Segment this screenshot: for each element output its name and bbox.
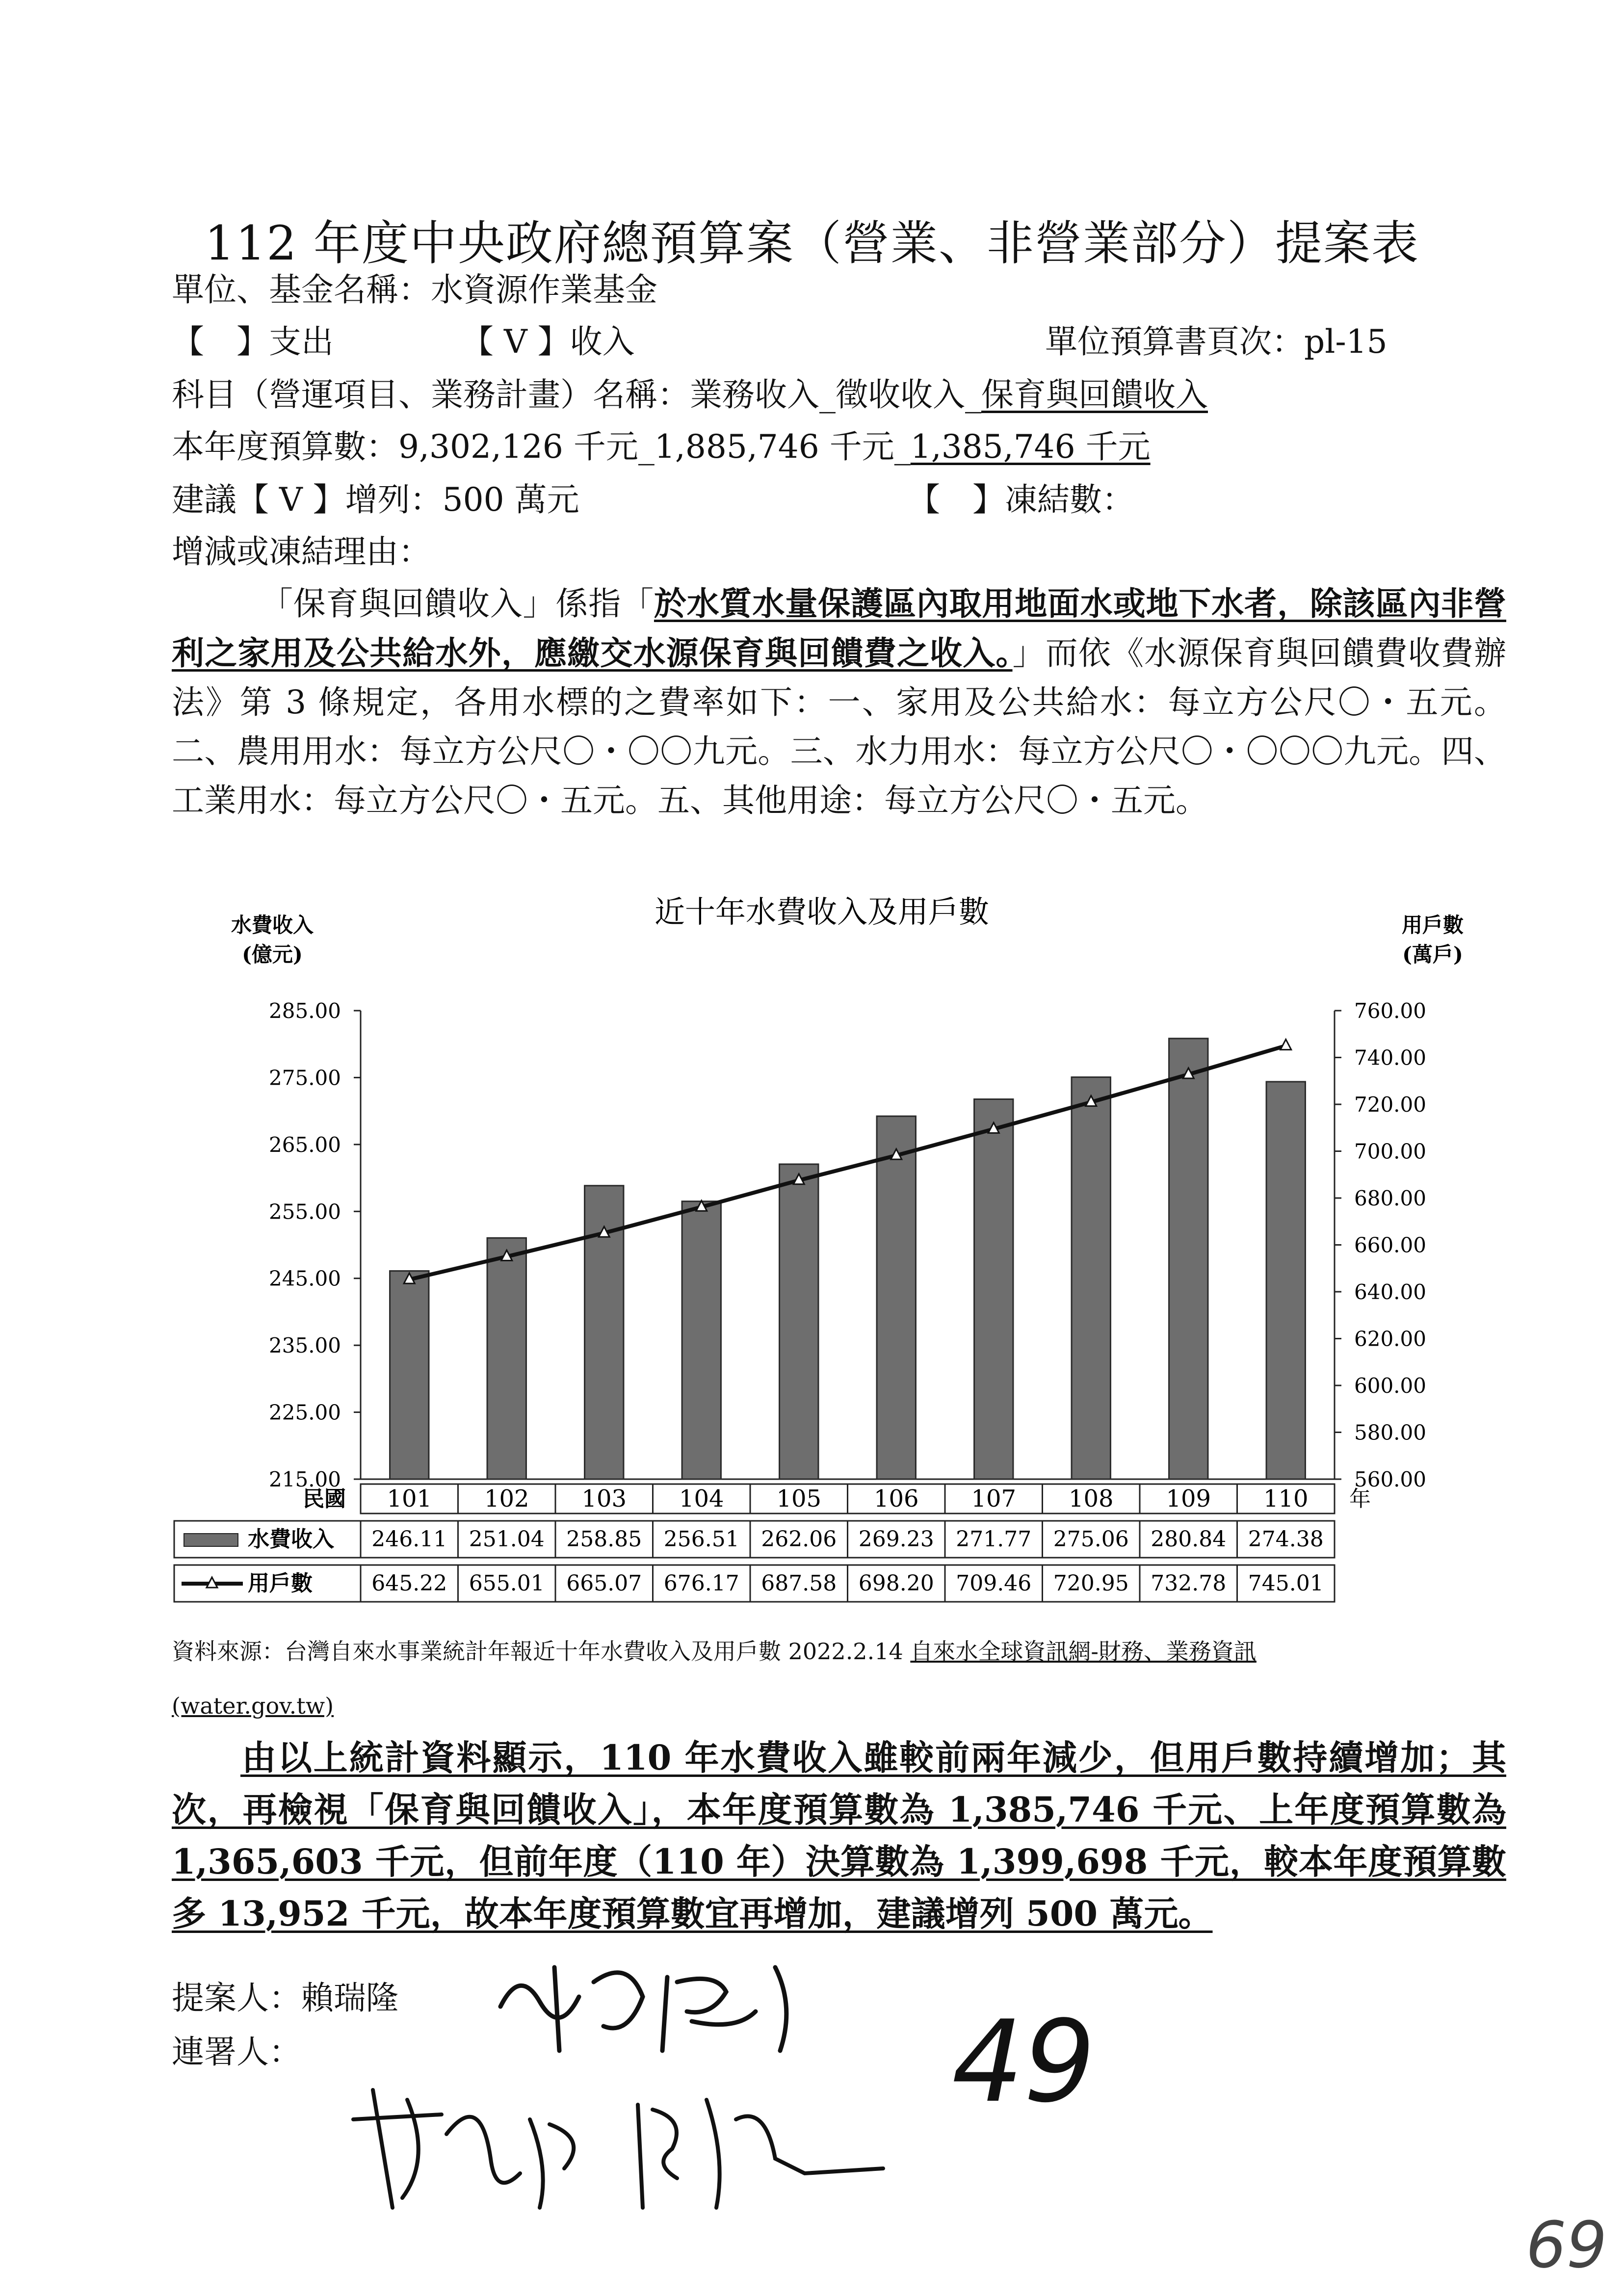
table-value: 274.38 — [1248, 1527, 1324, 1552]
table-value: 745.01 — [1248, 1571, 1324, 1596]
x-axis-label-left: 民國 — [303, 1487, 346, 1512]
table-value: 720.95 — [1053, 1571, 1129, 1596]
increase-line: 建議【 V 】增列：500 萬元 — [172, 481, 579, 519]
reason-definition: 於水質水量保護區內取用地面水或地下水者，除該區內非營利之家用及公共給水外，應繳交水源保育與回饋費之收入。 — [172, 584, 1507, 672]
subject-highlight: 保育與回饋收入 — [981, 376, 1208, 414]
bar-water-revenue — [487, 1238, 526, 1479]
category-label: 109 — [1166, 1485, 1211, 1513]
handwritten-number: 49 — [952, 1997, 1096, 2128]
right-tick-label: 760.00 — [1354, 999, 1426, 1023]
category-label: 105 — [776, 1485, 822, 1513]
conclusion-paragraph — [172, 1732, 1506, 1940]
table-value: 732.78 — [1151, 1571, 1227, 1596]
table-value: 280.84 — [1151, 1527, 1227, 1552]
page-title: 112 年度中央政府總預算案（營業、非營業部分）提案表 — [205, 216, 1419, 271]
left-axis-unit: (億元) — [242, 942, 303, 966]
reason-paragraph — [172, 579, 1506, 825]
left-tick-label: 235.00 — [269, 1333, 341, 1358]
table-value: 645.22 — [371, 1571, 447, 1596]
table-value: 709.46 — [956, 1571, 1032, 1596]
table-value: 269.23 — [858, 1527, 934, 1552]
cosigner-label: 連署人： — [172, 2033, 301, 2071]
bar-water-revenue — [877, 1116, 916, 1479]
left-tick-label: 275.00 — [269, 1066, 341, 1090]
table-row-label: 水費收入 — [248, 1527, 334, 1552]
bar-water-revenue — [1169, 1039, 1208, 1479]
table-value: 655.01 — [469, 1571, 545, 1596]
category-label: 101 — [387, 1485, 432, 1513]
bar-water-revenue — [780, 1164, 818, 1479]
table-value: 676.17 — [663, 1571, 739, 1596]
table-value: 251.04 — [469, 1527, 545, 1552]
data-table — [174, 1484, 1371, 1602]
right-tick-label: 700.00 — [1354, 1139, 1426, 1164]
bar-water-revenue — [1072, 1077, 1110, 1479]
left-tick-label: 265.00 — [269, 1132, 341, 1157]
table-value: 275.06 — [1053, 1527, 1129, 1552]
subject-prefix: 科目（營運項目、業務計畫）名稱：業務收入_徵收收入_ — [172, 376, 981, 414]
table-value: 698.20 — [858, 1571, 934, 1596]
bar-water-revenue — [1266, 1082, 1305, 1479]
table-value: 687.58 — [761, 1571, 837, 1596]
table-value: 246.11 — [371, 1527, 447, 1552]
plot-area — [269, 999, 1426, 1491]
line-households — [409, 1046, 1286, 1279]
source-text: 資料來源：台灣自來水事業統計年報近十年水費收入及用戶數 2022.2.14 — [172, 1638, 911, 1665]
category-label: 102 — [484, 1485, 529, 1513]
right-tick-label: 560.00 — [1354, 1467, 1426, 1491]
bar-water-revenue — [974, 1099, 1013, 1479]
conclusion-text: 由以上統計資料顯示，110 年水費收入雖較前兩年減少，但用戶數持續增加；其次，再檢視「保育與回饋收入」，本年度預算數為 1,385,746 千元、上年度預算數為 1,365,603 千元，但前年度（110 年）決算數為 1,399,698 千元，較本年度預算數多 13,952 千元，故本年度預算數宜再增加，建議增列 500 萬元。 — [172, 1737, 1506, 1934]
table-value: 262.06 — [761, 1527, 837, 1552]
source-line — [172, 1634, 1257, 1666]
category-label: 106 — [873, 1485, 919, 1513]
source-link[interactable]: 自來水全球資訊網-財務、業務資訊 — [910, 1638, 1257, 1665]
reason-part1: 「保育與回饋收入」係指「 — [260, 585, 654, 623]
proposer: 提案人：賴瑞隆 — [172, 1979, 398, 2017]
right-tick-label: 680.00 — [1354, 1186, 1426, 1210]
reason-part2: 」而依《水源保育與回饋費收費辦法》第 3 條規定，各用水標的之費率如下：一、家用及公共給水：每立方公尺〇・五元。二、農用用水：每立方公尺〇・〇〇九元。三、水力用水：每立方公尺〇・〇〇〇九元。四、工業用水：每立方公尺〇・五元。五、其他用途：每立方公尺〇・五元。 — [172, 634, 1507, 819]
right-axis-unit: (萬戶) — [1402, 942, 1463, 966]
budget-line — [172, 426, 1151, 468]
table-value: 256.51 — [663, 1527, 739, 1552]
right-tick-label: 580.00 — [1354, 1420, 1426, 1445]
right-tick-label: 620.00 — [1354, 1327, 1426, 1351]
legend-bar-swatch — [184, 1534, 238, 1546]
expense-checkbox-line: 【 】支出 — [172, 323, 334, 361]
left-tick-label: 215.00 — [269, 1467, 341, 1491]
bar-water-revenue — [390, 1271, 429, 1479]
category-label: 108 — [1068, 1485, 1114, 1513]
table-row-label: 用戶數 — [248, 1571, 313, 1596]
bar-water-revenue — [682, 1201, 721, 1479]
category-label: 103 — [581, 1485, 627, 1513]
left-tick-label: 255.00 — [269, 1200, 341, 1224]
budget-highlight: 1,385,746 千元 — [910, 428, 1151, 466]
right-tick-label: 640.00 — [1354, 1280, 1426, 1304]
x-axis-label-right: 年 — [1349, 1487, 1371, 1512]
proposer-signature — [481, 1938, 824, 2070]
category-label: 107 — [971, 1485, 1017, 1513]
water-fee-chart — [169, 893, 1489, 1609]
income-checkbox-line: 【 V 】收入 — [461, 323, 635, 361]
point-households — [1281, 1040, 1291, 1050]
right-tick-label: 660.00 — [1354, 1233, 1426, 1257]
table-value: 665.07 — [566, 1571, 642, 1596]
reason-label: 增減或凍結理由： — [172, 533, 431, 571]
category-label: 104 — [679, 1485, 724, 1513]
table-value: 258.85 — [566, 1527, 642, 1552]
budget-prefix: 本年度預算數：9,302,126 千元_1,885,746 千元_ — [172, 428, 911, 466]
unit-name: 單位、基金名稱：水資源作業基金 — [172, 271, 657, 309]
left-axis-label: 水費收入 — [231, 913, 314, 937]
chart-title: 近十年水費收入及用戶數 — [654, 894, 990, 930]
budget-page-ref: 單位預算書頁次：pl-15 — [1045, 323, 1388, 361]
right-tick-label: 740.00 — [1354, 1045, 1426, 1070]
right-tick-label: 600.00 — [1354, 1374, 1426, 1398]
freeze-line: 【 】凍結數： — [908, 481, 1134, 519]
left-tick-label: 285.00 — [269, 999, 341, 1023]
subject-line — [172, 374, 1208, 416]
left-tick-label: 245.00 — [269, 1266, 341, 1291]
table-value: 271.77 — [956, 1527, 1032, 1552]
right-tick-label: 720.00 — [1354, 1093, 1426, 1117]
left-tick-label: 225.00 — [269, 1400, 341, 1425]
right-axis-label: 用戶數 — [1401, 913, 1464, 937]
source-link-domain[interactable]: (water.gov.tw) — [172, 1693, 334, 1719]
category-label: 110 — [1263, 1485, 1309, 1513]
page-number: 69 — [1526, 2208, 1607, 2282]
